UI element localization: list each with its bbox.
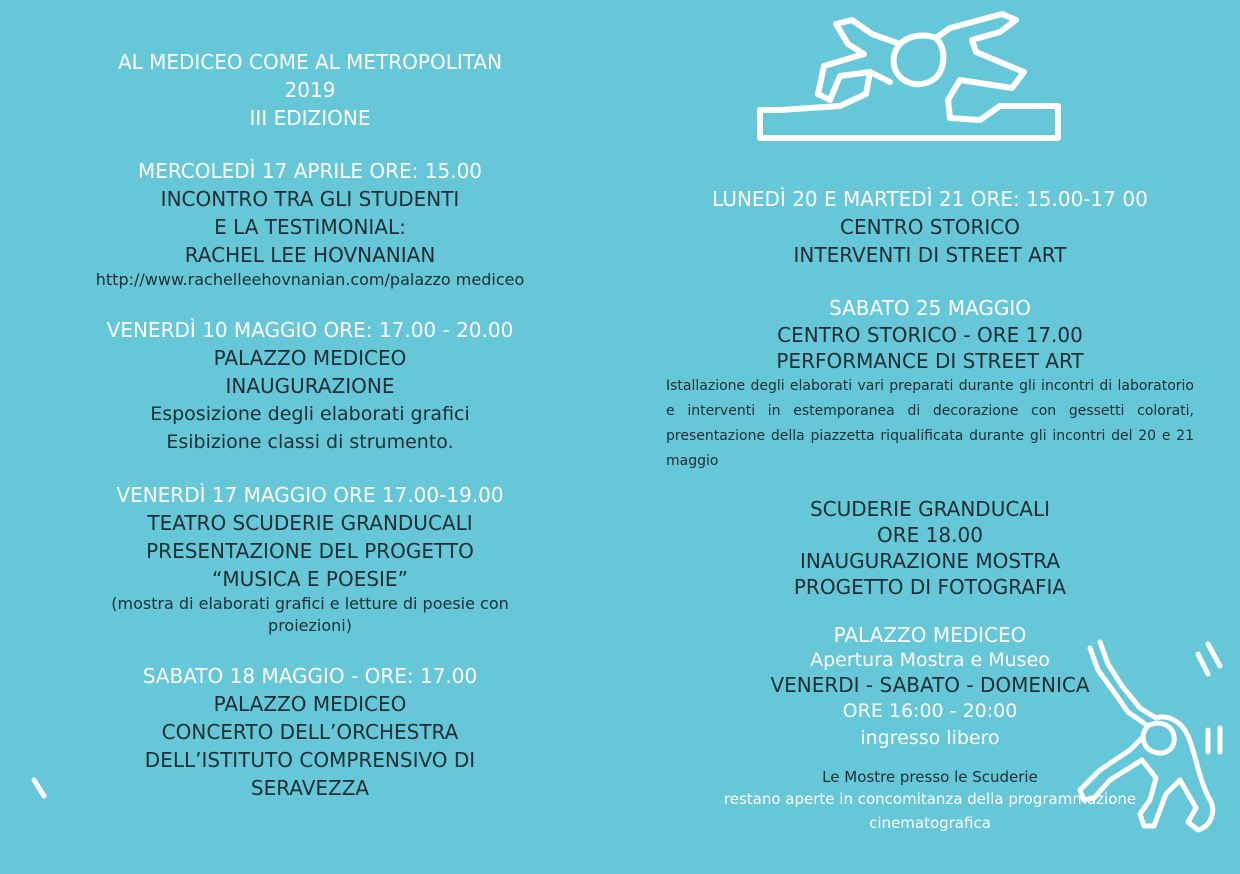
event-title-line: DELL’ISTITUTO COMPRENSIVO DI <box>144 748 476 772</box>
event-title-line: RACHEL LEE HOVNANIAN <box>184 243 436 267</box>
event-17-maggio <box>40 481 580 637</box>
event-detail: Esibizione classi di strumento. <box>166 431 454 453</box>
event-days: VENERDI - SABATO - DOMENICA <box>770 673 1090 697</box>
event-18-maggio <box>40 662 580 802</box>
event-title-line: PALAZZO MEDICEO <box>213 692 407 716</box>
testimonial-link[interactable]: http://www.rachelleehovnanian.com/palazzo mediceo <box>95 270 525 289</box>
event-title-line: E LA TESTIMONIAL: <box>214 215 406 239</box>
event-title-line: SERAVEZZA <box>250 776 370 800</box>
figure-lying-icon <box>740 10 1080 150</box>
event-title-line: CENTRO STORICO - ORE 17.00 <box>777 323 1083 347</box>
event-description: Istallazione degli elaborati vari preparati durante gli incontri di laboratorio e interventi in estemporanea di decorazione con gessetti colorati, presentazione della piazzetta riqualificata durante gli incontri del 20 e 21 maggio <box>666 378 1194 469</box>
event-note: (mostra di elaborati grafici e letture di poesie con <box>111 594 509 613</box>
event-scuderie <box>660 496 1200 600</box>
footer-note <box>660 766 1200 836</box>
event-title-line: PALAZZO MEDICEO <box>213 346 407 370</box>
event-title-line: ORE 18.00 <box>877 523 983 547</box>
event-title-line: TEATRO SCUDERIE GRANDUCALI <box>147 511 473 535</box>
event-title-line: SCUDERIE GRANDUCALI <box>809 497 1051 521</box>
event-title-line: PRESENTAZIONE DEL PROGETTO <box>146 539 474 563</box>
event-palazzo-mediceo <box>660 622 1200 752</box>
event-title-line: INAUGURAZIONE <box>225 374 395 398</box>
event-title-line: “MUSICA E POESIE” <box>212 567 408 591</box>
left-column <box>40 48 580 802</box>
footer-line: restano aperte in concomitanza della programmazione <box>723 790 1137 808</box>
event-title-line: CONCERTO DELL’ORCHESTRA <box>161 720 459 744</box>
footer-line: cinematografica <box>869 814 991 832</box>
event-title: PALAZZO MEDICEO <box>833 623 1027 647</box>
header <box>40 48 580 132</box>
right-column <box>660 185 1200 836</box>
event-title-line: INAUGURAZIONE MOSTRA <box>799 549 1061 573</box>
event-date: LUNEDÌ 20 E MARTEDÌ 21 ORE: 15.00-17 00 <box>712 187 1148 211</box>
event-20-21 <box>660 185 1200 269</box>
header-edition: III EDIZIONE <box>249 106 371 130</box>
event-date: SABATO 18 MAGGIO - ORE: 17.00 <box>142 664 478 688</box>
event-title-line: PROGETTO DI FOTOGRAFIA <box>793 575 1067 599</box>
event-date: VENERDÌ 17 MAGGIO ORE 17.00-19.00 <box>116 483 504 507</box>
header-title: AL MEDICEO COME AL METROPOLITAN <box>117 50 503 74</box>
event-title-line: PERFORMANCE DI STREET ART <box>776 349 1084 373</box>
event-subtitle: Apertura Mostra e Museo <box>810 649 1050 671</box>
event-date: MERCOLEDÌ 17 APRILE ORE: 15.00 <box>137 159 483 183</box>
event-17-april <box>40 157 580 291</box>
event-date: SABATO 25 MAGGIO <box>829 296 1031 320</box>
event-date: VENERDÌ 10 MAGGIO ORE: 17.00 - 20.00 <box>106 318 514 342</box>
event-title-line: INTERVENTI DI STREET ART <box>793 243 1067 267</box>
event-detail: Esposizione degli elaborati grafici <box>150 403 470 425</box>
event-25-maggio <box>660 294 1200 474</box>
header-year: 2019 <box>284 78 336 102</box>
event-note: proiezioni) <box>268 616 352 635</box>
footer-line: Le Mostre presso le Scuderie <box>822 768 1038 786</box>
event-entry: ingresso libero <box>860 727 1000 749</box>
event-title-line: CENTRO STORICO <box>840 215 1020 239</box>
event-title-line: INCONTRO TRA GLI STUDENTI <box>160 187 460 211</box>
event-hours: ORE 16:00 - 20:00 <box>842 700 1018 722</box>
event-10-maggio <box>40 316 580 456</box>
